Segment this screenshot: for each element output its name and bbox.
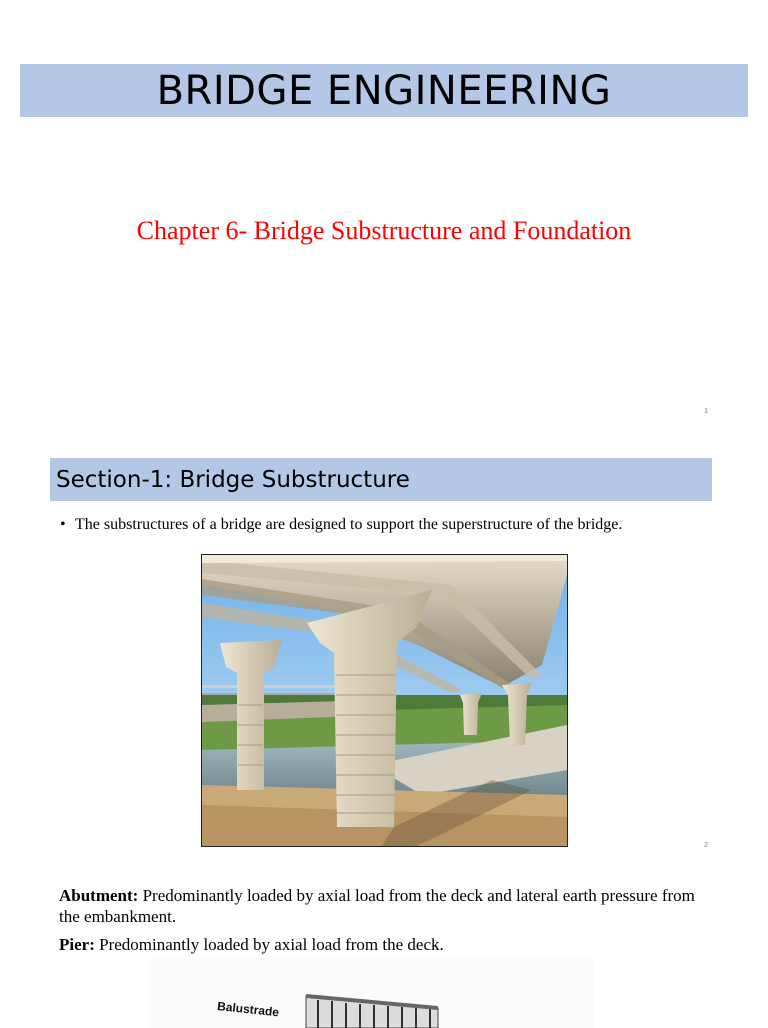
bullet-item	[60, 516, 740, 534]
bridge-diagram	[148, 958, 594, 1028]
bullet-text: The substructures of a bridge are designed to support the superstructure of the bridge.	[75, 516, 623, 533]
section-title: Section-1: Bridge Substructure	[56, 466, 410, 493]
pier-label: Pier:	[59, 935, 95, 954]
page-number-2: 2	[704, 842, 708, 849]
bullet-icon: •	[60, 516, 66, 533]
abutment-definition	[59, 885, 719, 927]
abutment-label: Abutment:	[59, 886, 139, 905]
page-number-1: 1	[704, 408, 708, 415]
title-banner	[20, 64, 748, 117]
chapter-subtitle: Chapter 6- Bridge Substructure and Foundation	[136, 216, 632, 245]
document-title: BRIDGE ENGINEERING	[156, 67, 612, 114]
pier-text: Predominantly loaded by axial load from the deck.	[94, 935, 444, 954]
abutment-text: Predominantly loaded by axial load from the deck and lateral earth pressure from the embankment.	[59, 886, 695, 926]
bridge-photo	[201, 554, 568, 847]
section-banner	[50, 458, 712, 501]
pier-definition	[59, 934, 719, 955]
balustrade-label: Balustrade	[216, 999, 280, 1020]
